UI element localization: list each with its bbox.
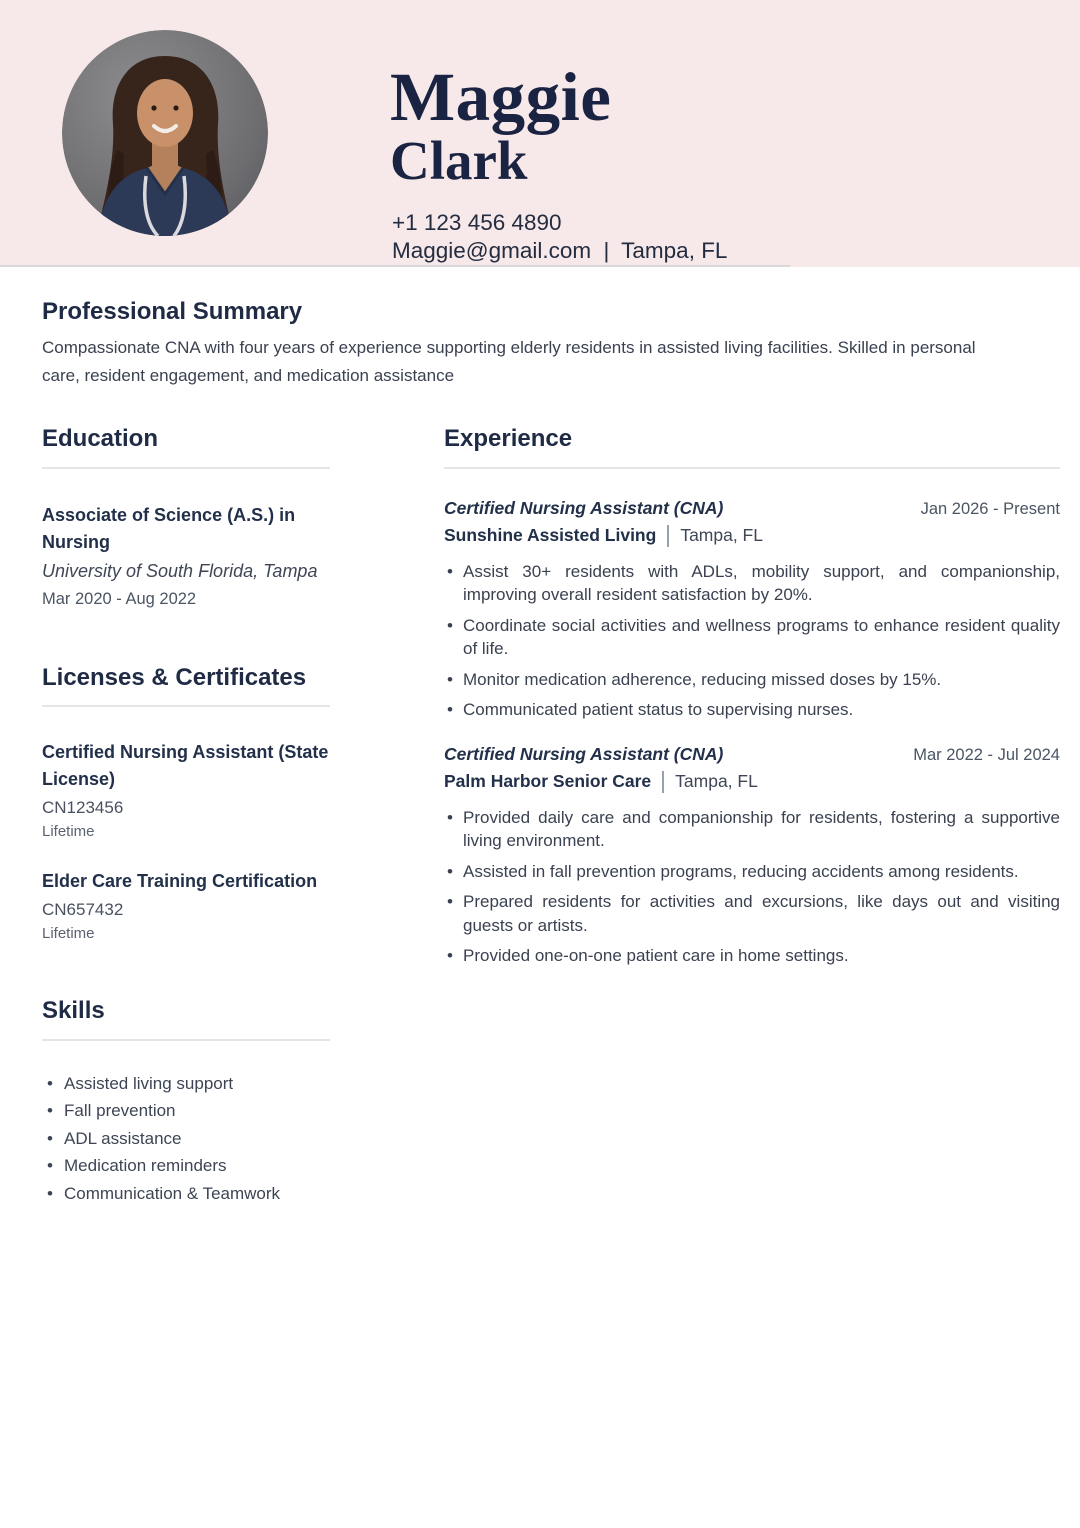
job-title: Certified Nursing Assistant (CNA) (444, 743, 724, 764)
contact-info (392, 209, 727, 265)
job-bullet: • Assisted in fall prevention programs, reducing accidents among residents. (444, 860, 1060, 884)
section-experience (444, 426, 1060, 967)
skill-item: • Assisted living support (42, 1070, 330, 1098)
resume-header (0, 0, 1080, 267)
name-block (390, 59, 612, 192)
company-name: Sunshine Assisted Living (444, 525, 657, 546)
contact-separator: | (603, 238, 610, 263)
skills-title: Skills (42, 998, 330, 1040)
job-location: Tampa, FL (675, 771, 758, 792)
experience-title: Experience (444, 426, 1060, 468)
resume-body (0, 299, 1080, 1207)
license-validity: Lifetime (42, 925, 95, 943)
section-professional-summary (42, 299, 1060, 390)
skill-item: • Fall prevention (42, 1097, 330, 1125)
job-bullet: • Coordinate social activities and wellness programs to enhance resident quality of life. (444, 614, 1060, 661)
two-column-layout (42, 426, 1060, 1207)
job-subheader (444, 771, 1060, 793)
section-skills (42, 998, 330, 1207)
job-title: Certified Nursing Assistant (CNA) (444, 497, 724, 518)
school-name: University of South Florida, Tampa (42, 560, 318, 581)
experience-entry (444, 744, 1060, 968)
summary-text: Compassionate CNA with four years of experience supporting elderly residents in assisted living facilities. Skilled in personal care, resident engagement, and medication assistance (42, 338, 976, 386)
phone-number: +1 123 456 4890 (392, 210, 562, 235)
job-bullet-list (444, 560, 1060, 722)
job-dates: Jan 2026 - Present (920, 499, 1060, 518)
job-header (444, 744, 1060, 765)
email-location-line (392, 237, 727, 265)
header-divider (0, 265, 790, 267)
license-name: Elder Care Training Certification (42, 871, 318, 892)
job-bullet: • Prepared residents for activities and excursions, like days out and visiting guests or artists. (444, 890, 1060, 937)
job-bullet: • Provided daily care and companionship for residents, fostering a supportive living environment. (444, 806, 1060, 853)
skill-item: • Communication & Teamwork (42, 1180, 330, 1208)
education-dates: Mar 2020 - Aug 2022 (42, 589, 197, 608)
license-validity: Lifetime (42, 823, 95, 841)
skill-item: • Medication reminders (42, 1152, 330, 1180)
left-column (42, 426, 330, 1207)
company-name: Palm Harbor Senior Care (444, 771, 652, 792)
license-number: CN123456 (42, 798, 124, 818)
section-education (42, 426, 330, 608)
experience-entry (444, 498, 1060, 722)
job-location: Tampa, FL (680, 525, 763, 546)
job-bullet: • Communicated patient status to supervising nurses. (444, 698, 1060, 722)
license-name: Certified Nursing Assistant (State License) (42, 742, 329, 790)
right-column (444, 426, 1060, 1207)
portrait-illustration (62, 30, 268, 236)
licenses-title: Licenses & Certificates (42, 665, 330, 707)
job-bullet-list (444, 806, 1060, 968)
education-title: Education (42, 426, 330, 468)
profile-photo (62, 30, 268, 236)
location-text: Tampa, FL (621, 238, 728, 263)
email-address: Maggie@gmail.com (392, 238, 592, 263)
skills-list (42, 1070, 330, 1208)
job-bullet: • Assist 30+ residents with ADLs, mobility support, and companionship, improving overall resident satisfaction by 20%. (444, 560, 1060, 607)
first-name: Maggie (390, 59, 612, 135)
job-header (444, 498, 1060, 519)
job-bullet: • Provided one-on-one patient care in home settings. (444, 944, 1060, 968)
license-number: CN657432 (42, 900, 124, 920)
section-licenses (42, 665, 330, 942)
license-entry (42, 739, 330, 840)
education-entry (42, 502, 330, 609)
license-entry (42, 868, 330, 942)
summary-title: Professional Summary (42, 298, 303, 325)
skill-item: • ADL assistance (42, 1125, 330, 1153)
last-name: Clark (390, 130, 528, 192)
job-dates: Mar 2022 - Jul 2024 (913, 745, 1060, 764)
degree-name: Associate of Science (A.S.) in Nursing (42, 504, 296, 552)
job-subheader (444, 525, 1060, 547)
job-bullet: • Monitor medication adherence, reducing missed doses by 15%. (444, 668, 1060, 692)
company-location-divider (662, 771, 664, 793)
company-location-divider (667, 525, 669, 547)
